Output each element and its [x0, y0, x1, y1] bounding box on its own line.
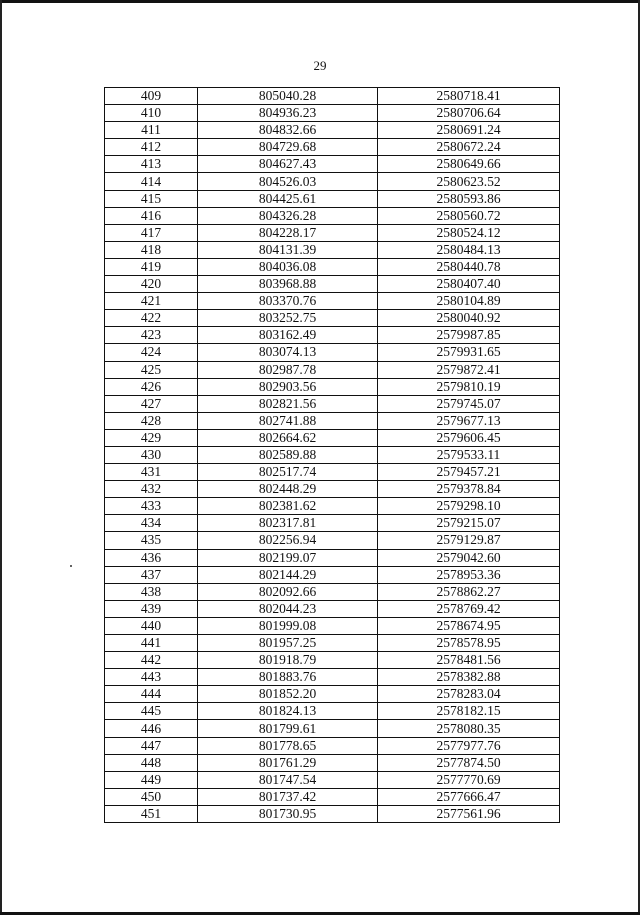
- x-coordinate-cell: 801999.08: [198, 617, 378, 634]
- x-coordinate-cell: 803968.88: [198, 276, 378, 293]
- point-number-cell: 412: [105, 139, 198, 156]
- table-row: [105, 805, 560, 822]
- point-number-cell: 423: [105, 327, 198, 344]
- x-coordinate-cell: 802987.78: [198, 361, 378, 378]
- y-coordinate-cell: 2579606.45: [378, 429, 560, 446]
- x-coordinate-cell: 801824.13: [198, 703, 378, 720]
- y-coordinate-cell: 2580560.72: [378, 207, 560, 224]
- table-row: [105, 156, 560, 173]
- x-coordinate-cell: 801918.79: [198, 652, 378, 669]
- point-number-cell: 437: [105, 566, 198, 583]
- table-row: [105, 669, 560, 686]
- y-coordinate-cell: 2580672.24: [378, 139, 560, 156]
- y-coordinate-cell: 2579298.10: [378, 498, 560, 515]
- y-coordinate-cell: 2579931.65: [378, 344, 560, 361]
- x-coordinate-cell: 802256.94: [198, 532, 378, 549]
- table-row: [105, 549, 560, 566]
- y-coordinate-cell: 2579872.41: [378, 361, 560, 378]
- x-coordinate-cell: 801737.42: [198, 788, 378, 805]
- table-row: [105, 720, 560, 737]
- scan-border-left: [0, 0, 2, 915]
- y-coordinate-cell: 2580040.92: [378, 310, 560, 327]
- y-coordinate-cell: 2579745.07: [378, 395, 560, 412]
- point-number-cell: 443: [105, 669, 198, 686]
- point-number-cell: 415: [105, 190, 198, 207]
- point-number-cell: 430: [105, 446, 198, 463]
- table-row: [105, 515, 560, 532]
- x-coordinate-cell: 804425.61: [198, 190, 378, 207]
- table-row: [105, 224, 560, 241]
- x-coordinate-cell: 802092.66: [198, 583, 378, 600]
- x-coordinate-cell: 802903.56: [198, 378, 378, 395]
- table-row: [105, 446, 560, 463]
- x-coordinate-cell: 801957.25: [198, 635, 378, 652]
- y-coordinate-cell: 2578283.04: [378, 686, 560, 703]
- table-row: [105, 276, 560, 293]
- point-number-cell: 425: [105, 361, 198, 378]
- table-row: [105, 703, 560, 720]
- point-number-cell: 442: [105, 652, 198, 669]
- table-row: [105, 105, 560, 122]
- point-number-cell: 416: [105, 207, 198, 224]
- table-row: [105, 600, 560, 617]
- table-row: [105, 327, 560, 344]
- table-row: [105, 344, 560, 361]
- point-number-cell: 418: [105, 241, 198, 258]
- point-number-cell: 446: [105, 720, 198, 737]
- point-number-cell: 413: [105, 156, 198, 173]
- x-coordinate-cell: 804131.39: [198, 241, 378, 258]
- x-coordinate-cell: 804832.66: [198, 122, 378, 139]
- scan-speck: [70, 565, 72, 567]
- x-coordinate-cell: 802448.29: [198, 481, 378, 498]
- table-row: [105, 635, 560, 652]
- y-coordinate-cell: 2578382.88: [378, 669, 560, 686]
- x-coordinate-cell: 802317.81: [198, 515, 378, 532]
- y-coordinate-cell: 2579378.84: [378, 481, 560, 498]
- point-number-cell: 414: [105, 173, 198, 190]
- x-coordinate-cell: 803162.49: [198, 327, 378, 344]
- point-number-cell: 433: [105, 498, 198, 515]
- table-row: [105, 173, 560, 190]
- y-coordinate-cell: 2579810.19: [378, 378, 560, 395]
- y-coordinate-cell: 2580718.41: [378, 88, 560, 105]
- table-row: [105, 566, 560, 583]
- y-coordinate-cell: 2580649.66: [378, 156, 560, 173]
- table-row: [105, 310, 560, 327]
- y-coordinate-cell: 2580623.52: [378, 173, 560, 190]
- x-coordinate-cell: 802741.88: [198, 412, 378, 429]
- x-coordinate-cell: 802589.88: [198, 446, 378, 463]
- point-number-cell: 436: [105, 549, 198, 566]
- table-row: [105, 481, 560, 498]
- x-coordinate-cell: 801799.61: [198, 720, 378, 737]
- point-number-cell: 450: [105, 788, 198, 805]
- x-coordinate-cell: 803252.75: [198, 310, 378, 327]
- x-coordinate-cell: 803074.13: [198, 344, 378, 361]
- y-coordinate-cell: 2579129.87: [378, 532, 560, 549]
- point-number-cell: 422: [105, 310, 198, 327]
- point-number-cell: 424: [105, 344, 198, 361]
- point-number-cell: 421: [105, 293, 198, 310]
- table-row: [105, 258, 560, 275]
- y-coordinate-cell: 2580407.40: [378, 276, 560, 293]
- table-row: [105, 139, 560, 156]
- y-coordinate-cell: 2578182.15: [378, 703, 560, 720]
- x-coordinate-cell: 802821.56: [198, 395, 378, 412]
- y-coordinate-cell: 2579457.21: [378, 464, 560, 481]
- table-row: [105, 429, 560, 446]
- y-coordinate-cell: 2579677.13: [378, 412, 560, 429]
- x-coordinate-cell: 801778.65: [198, 737, 378, 754]
- page-number: 29: [313, 58, 327, 73]
- table-row: [105, 378, 560, 395]
- point-number-cell: 441: [105, 635, 198, 652]
- point-number-cell: 435: [105, 532, 198, 549]
- point-number-cell: 444: [105, 686, 198, 703]
- x-coordinate-cell: 801883.76: [198, 669, 378, 686]
- y-coordinate-cell: 2580691.24: [378, 122, 560, 139]
- point-number-cell: 411: [105, 122, 198, 139]
- table-row: [105, 652, 560, 669]
- y-coordinate-cell: 2580440.78: [378, 258, 560, 275]
- x-coordinate-cell: 803370.76: [198, 293, 378, 310]
- x-coordinate-cell: 804326.28: [198, 207, 378, 224]
- table-row: [105, 293, 560, 310]
- table-row: [105, 88, 560, 105]
- point-number-cell: 426: [105, 378, 198, 395]
- point-number-cell: 429: [105, 429, 198, 446]
- y-coordinate-cell: 2579533.11: [378, 446, 560, 463]
- point-number-cell: 432: [105, 481, 198, 498]
- table-row: [105, 207, 560, 224]
- x-coordinate-cell: 802517.74: [198, 464, 378, 481]
- table-row: [105, 771, 560, 788]
- table-row: [105, 412, 560, 429]
- x-coordinate-cell: 804729.68: [198, 139, 378, 156]
- table-row: [105, 788, 560, 805]
- point-number-cell: 410: [105, 105, 198, 122]
- coordinates-table: [104, 87, 560, 823]
- point-number-cell: 428: [105, 412, 198, 429]
- x-coordinate-cell: 804036.08: [198, 258, 378, 275]
- table-row: [105, 617, 560, 634]
- point-number-cell: 440: [105, 617, 198, 634]
- point-number-cell: 447: [105, 737, 198, 754]
- y-coordinate-cell: 2578080.35: [378, 720, 560, 737]
- y-coordinate-cell: 2578674.95: [378, 617, 560, 634]
- point-number-cell: 417: [105, 224, 198, 241]
- x-coordinate-cell: 804228.17: [198, 224, 378, 241]
- point-number-cell: 445: [105, 703, 198, 720]
- y-coordinate-cell: 2580104.89: [378, 293, 560, 310]
- point-number-cell: 449: [105, 771, 198, 788]
- table-body: [105, 88, 560, 823]
- table-row: [105, 122, 560, 139]
- point-number-cell: 427: [105, 395, 198, 412]
- x-coordinate-cell: 802044.23: [198, 600, 378, 617]
- x-coordinate-cell: 801747.54: [198, 771, 378, 788]
- y-coordinate-cell: 2578769.42: [378, 600, 560, 617]
- point-number-cell: 439: [105, 600, 198, 617]
- point-number-cell: 431: [105, 464, 198, 481]
- x-coordinate-cell: 804936.23: [198, 105, 378, 122]
- point-number-cell: 434: [105, 515, 198, 532]
- y-coordinate-cell: 2580593.86: [378, 190, 560, 207]
- point-number-cell: 420: [105, 276, 198, 293]
- x-coordinate-cell: 802144.29: [198, 566, 378, 583]
- y-coordinate-cell: 2578481.56: [378, 652, 560, 669]
- x-coordinate-cell: 802664.62: [198, 429, 378, 446]
- point-number-cell: 438: [105, 583, 198, 600]
- table-row: [105, 241, 560, 258]
- y-coordinate-cell: 2579215.07: [378, 515, 560, 532]
- point-number-cell: 419: [105, 258, 198, 275]
- x-coordinate-cell: 804627.43: [198, 156, 378, 173]
- table-row: [105, 583, 560, 600]
- y-coordinate-cell: 2579042.60: [378, 549, 560, 566]
- table-row: [105, 686, 560, 703]
- y-coordinate-cell: 2577561.96: [378, 805, 560, 822]
- y-coordinate-cell: 2578953.36: [378, 566, 560, 583]
- x-coordinate-cell: 801852.20: [198, 686, 378, 703]
- y-coordinate-cell: 2578578.95: [378, 635, 560, 652]
- y-coordinate-cell: 2578862.27: [378, 583, 560, 600]
- scan-border-top: [0, 0, 640, 3]
- point-number-cell: 451: [105, 805, 198, 822]
- x-coordinate-cell: 805040.28: [198, 88, 378, 105]
- table-row: [105, 190, 560, 207]
- y-coordinate-cell: 2580484.13: [378, 241, 560, 258]
- x-coordinate-cell: 804526.03: [198, 173, 378, 190]
- table-row: [105, 498, 560, 515]
- table-row: [105, 361, 560, 378]
- x-coordinate-cell: 801730.95: [198, 805, 378, 822]
- y-coordinate-cell: 2580524.12: [378, 224, 560, 241]
- table-row: [105, 754, 560, 771]
- table-row: [105, 395, 560, 412]
- y-coordinate-cell: 2577874.50: [378, 754, 560, 771]
- y-coordinate-cell: 2579987.85: [378, 327, 560, 344]
- y-coordinate-cell: 2577977.76: [378, 737, 560, 754]
- x-coordinate-cell: 801761.29: [198, 754, 378, 771]
- point-number-cell: 409: [105, 88, 198, 105]
- table-row: [105, 532, 560, 549]
- y-coordinate-cell: 2580706.64: [378, 105, 560, 122]
- point-number-cell: 448: [105, 754, 198, 771]
- table-row: [105, 737, 560, 754]
- x-coordinate-cell: 802199.07: [198, 549, 378, 566]
- y-coordinate-cell: 2577770.69: [378, 771, 560, 788]
- x-coordinate-cell: 802381.62: [198, 498, 378, 515]
- y-coordinate-cell: 2577666.47: [378, 788, 560, 805]
- table-row: [105, 464, 560, 481]
